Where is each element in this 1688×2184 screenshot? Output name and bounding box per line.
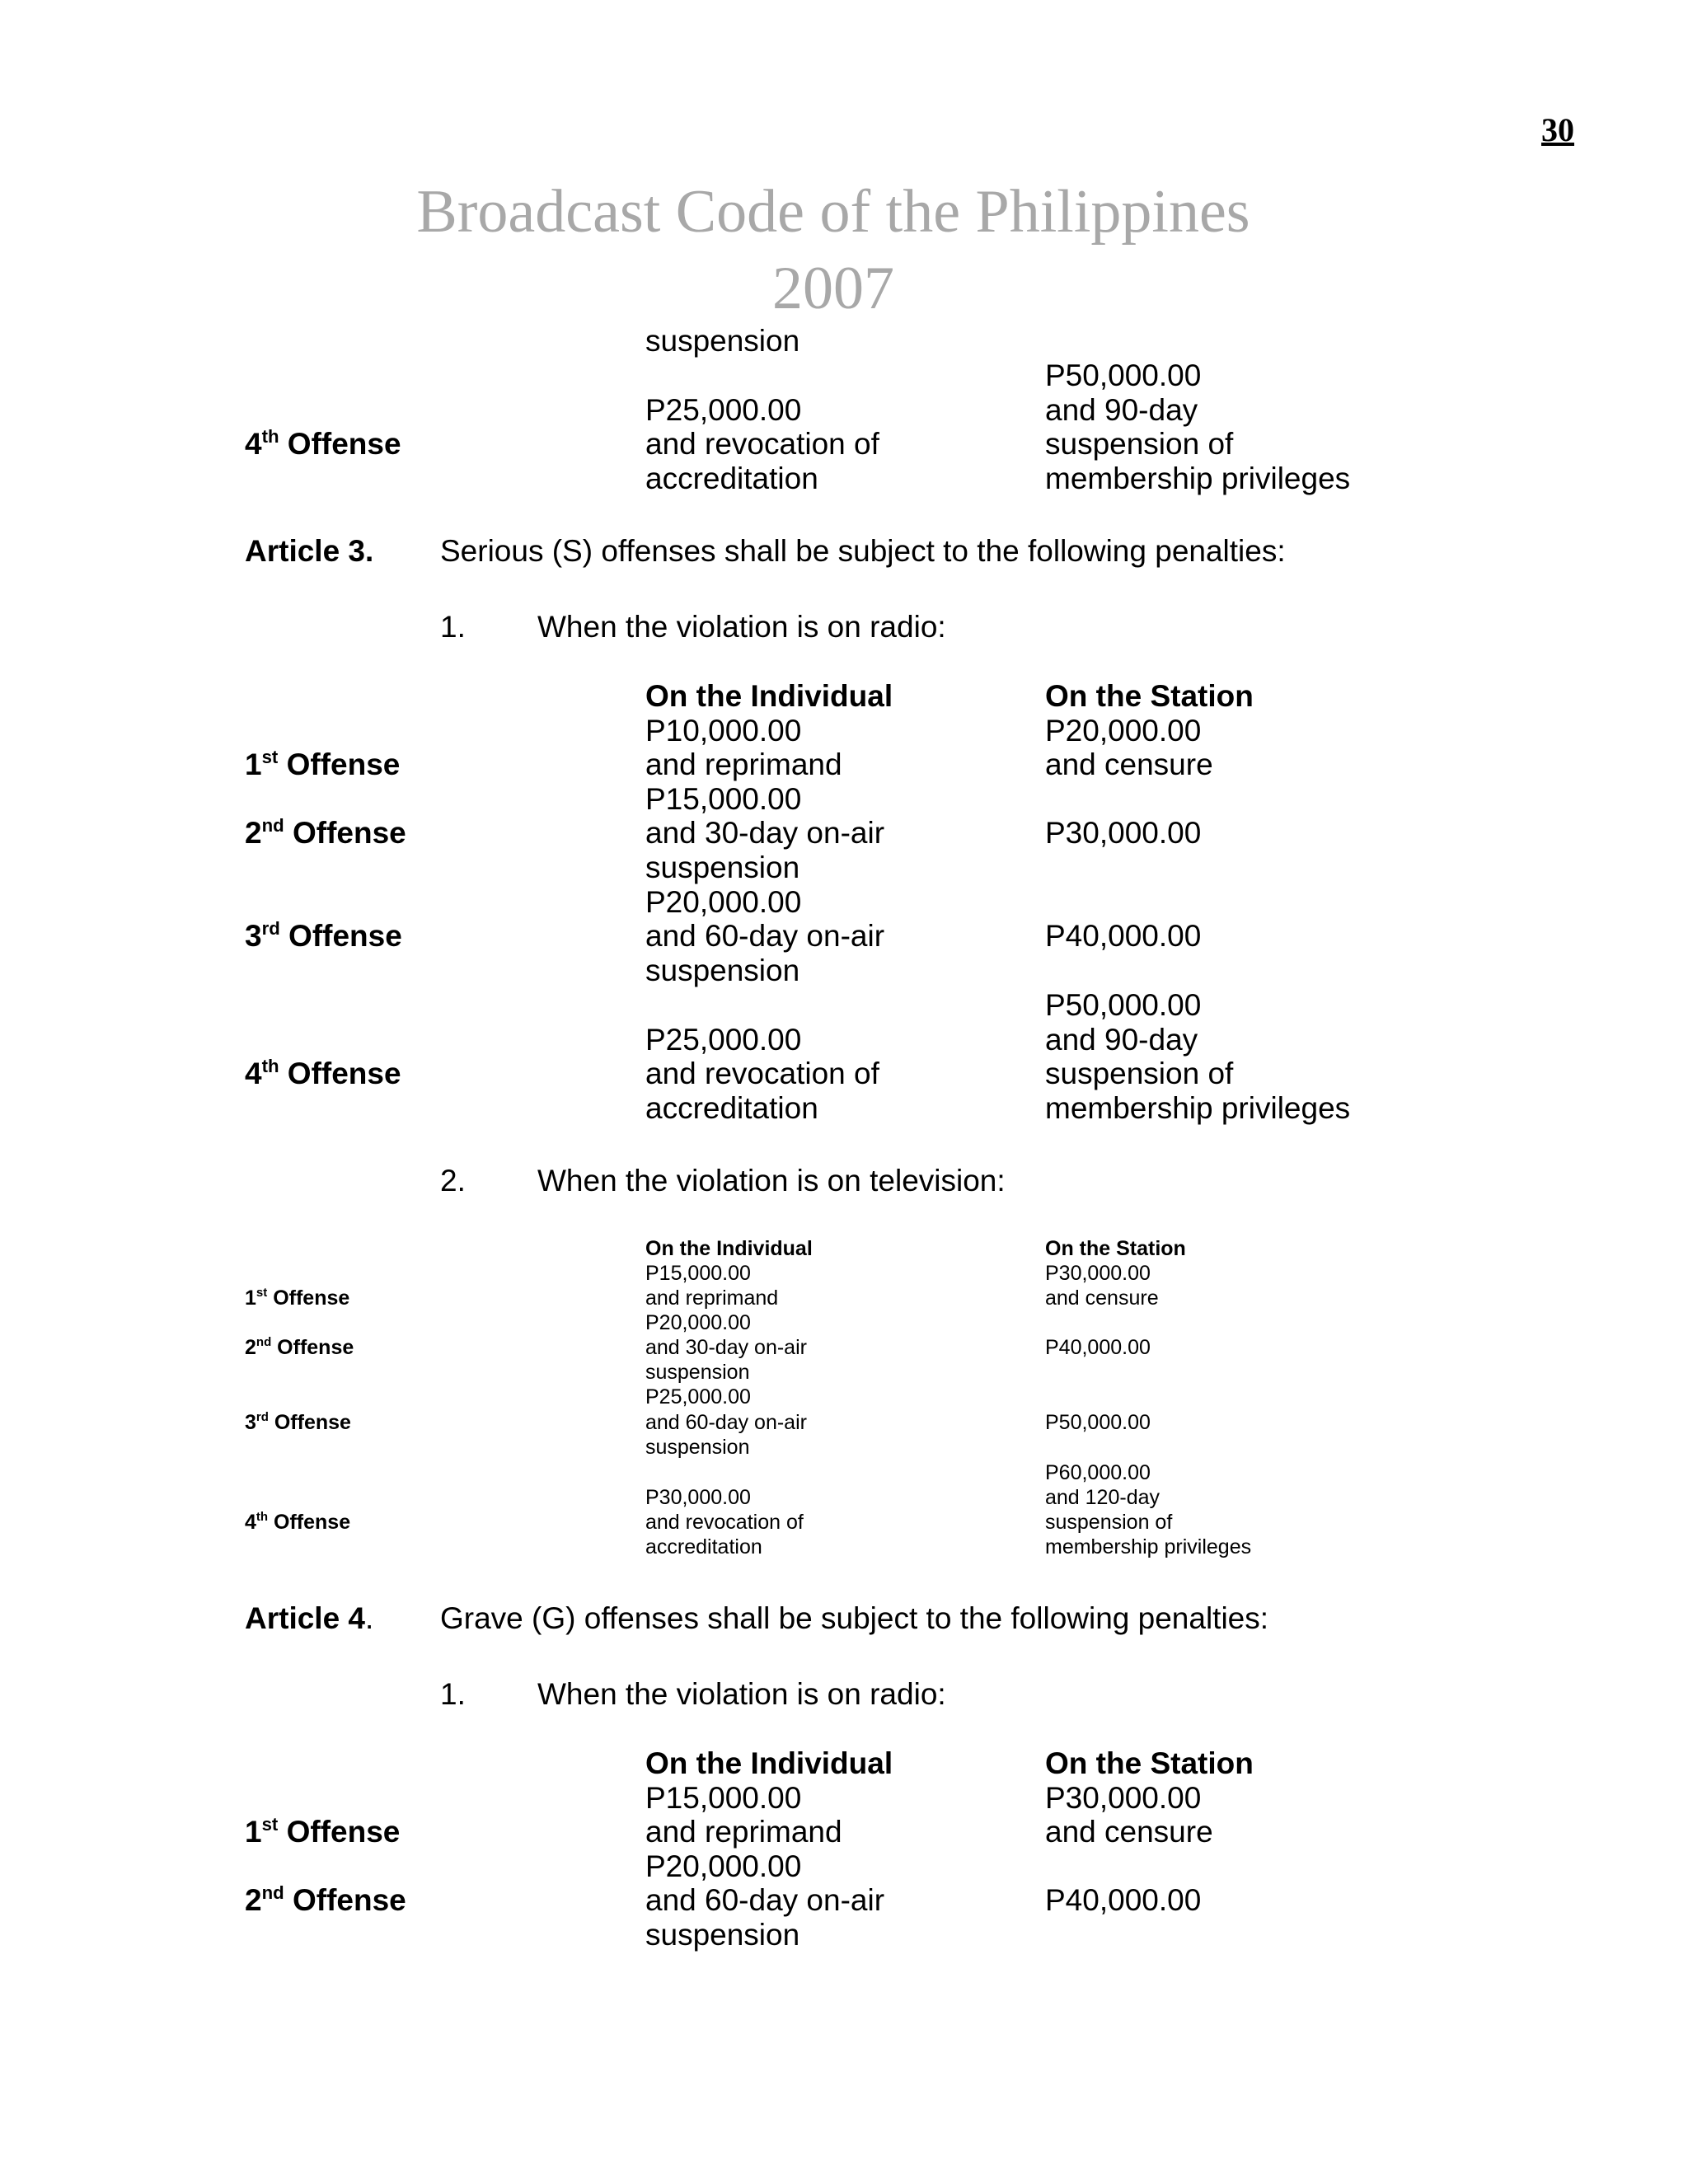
a3-radio-number: 1. bbox=[440, 610, 466, 644]
cont-sta-line1: P50,000.00 bbox=[1045, 359, 1202, 392]
a3-tv-o2-ind2: and 30-day on-air bbox=[645, 1336, 807, 1359]
a4-radio-header-individual: On the Individual bbox=[645, 1746, 893, 1780]
article-4-text: Grave (G) offenses shall be subject to the following penalties: bbox=[440, 1601, 1269, 1635]
a3-radio-o2-label: 2nd Offense bbox=[245, 814, 406, 850]
a3-tv-o2-ind3: suspension bbox=[645, 1361, 750, 1384]
cont-ind-line1: P25,000.00 bbox=[645, 393, 802, 427]
article-3-label: Article 3. bbox=[245, 534, 374, 568]
a4-radio-o1-ind2: and reprimand bbox=[645, 1815, 842, 1849]
a4-radio-o1-sta1: P30,000.00 bbox=[1045, 1781, 1202, 1815]
a3-radio-o4-sta2: and 90-day bbox=[1045, 1023, 1198, 1057]
a3-radio-header-individual: On the Individual bbox=[645, 679, 893, 713]
a3-tv-o1-ind1: P15,000.00 bbox=[645, 1262, 751, 1285]
a3-radio-o3-sta: P40,000.00 bbox=[1045, 919, 1202, 953]
watermark-year: 2007 bbox=[772, 255, 894, 322]
a3-tv-o4-ind1: P30,000.00 bbox=[645, 1486, 751, 1509]
a4-radio-o1-ind1: P15,000.00 bbox=[645, 1781, 802, 1815]
a3-tv-o4-ind2: and revocation of bbox=[645, 1511, 804, 1534]
a4-radio-o2-label: 2nd Offense bbox=[245, 1882, 406, 1917]
a3-tv-o2-ind1: P20,000.00 bbox=[645, 1311, 751, 1334]
a3-radio-o3-ind2: and 60-day on-air bbox=[645, 919, 885, 953]
a3-radio-o3-ind3: suspension bbox=[645, 954, 800, 987]
a4-radio-header-station: On the Station bbox=[1045, 1746, 1254, 1780]
a4-radio-o2-sta: P40,000.00 bbox=[1045, 1883, 1202, 1917]
a3-radio-o1-sta1: P20,000.00 bbox=[1045, 714, 1202, 748]
a3-radio-o2-ind1: P15,000.00 bbox=[645, 782, 802, 816]
a3-tv-o4-sta4: membership privileges bbox=[1045, 1535, 1252, 1558]
a4-radio-o2-ind2: and 60-day on-air bbox=[645, 1883, 885, 1917]
a3-radio-o2-ind2: and 30-day on-air bbox=[645, 816, 885, 850]
a3-tv-o1-sta1: P30,000.00 bbox=[1045, 1262, 1151, 1285]
a3-tv-o2-label: 2nd Offense bbox=[245, 1334, 354, 1359]
a3-radio-o3-ind1: P20,000.00 bbox=[645, 885, 802, 919]
a3-radio-title: When the violation is on radio: bbox=[537, 610, 946, 644]
a3-tv-o3-ind3: suspension bbox=[645, 1436, 750, 1459]
a3-tv-o4-sta1: P60,000.00 bbox=[1045, 1461, 1151, 1484]
a3-radio-header-station: On the Station bbox=[1045, 679, 1254, 713]
a3-radio-o4-sta4: membership privileges bbox=[1045, 1091, 1351, 1125]
cont-offense-label: 4th Offense bbox=[245, 425, 401, 461]
cont-ind-line2: and revocation of bbox=[645, 427, 879, 461]
a4-radio-o2-ind1: P20,000.00 bbox=[645, 1849, 802, 1883]
a3-radio-o1-label: 1st Offense bbox=[245, 746, 401, 781]
cont-sta-line2: and 90-day bbox=[1045, 393, 1198, 427]
cont-ind-line3: accreditation bbox=[645, 462, 818, 495]
a3-tv-number: 2. bbox=[440, 1164, 466, 1197]
a3-tv-o3-ind2: and 60-day on-air bbox=[645, 1411, 807, 1434]
a3-tv-o4-sta2: and 120-day bbox=[1045, 1486, 1160, 1509]
cont-sta-line4: membership privileges bbox=[1045, 462, 1351, 495]
a3-radio-o4-ind2: and revocation of bbox=[645, 1057, 879, 1090]
a3-tv-o1-sta2: and censure bbox=[1045, 1286, 1159, 1310]
a3-tv-o4-ind3: accreditation bbox=[645, 1535, 762, 1558]
a4-radio-o2-ind3: suspension bbox=[645, 1918, 800, 1952]
a3-tv-header-station: On the Station bbox=[1045, 1237, 1186, 1260]
a3-tv-o3-sta: P50,000.00 bbox=[1045, 1411, 1151, 1434]
page-number: 30 bbox=[1541, 111, 1574, 148]
a3-radio-o4-sta3: suspension of bbox=[1045, 1057, 1234, 1090]
a3-tv-o3-label: 3rd Offense bbox=[245, 1409, 351, 1434]
article-3-text: Serious (S) offenses shall be subject to the following penalties: bbox=[440, 534, 1286, 568]
a3-tv-title: When the violation is on television: bbox=[537, 1164, 1006, 1197]
a3-tv-o4-sta3: suspension of bbox=[1045, 1511, 1173, 1534]
a3-tv-o4-label: 4th Offense bbox=[245, 1509, 351, 1534]
a4-radio-title: When the violation is on radio: bbox=[537, 1677, 946, 1711]
a4-radio-o1-label: 1st Offense bbox=[245, 1813, 401, 1849]
a3-tv-header-individual: On the Individual bbox=[645, 1237, 813, 1260]
a3-radio-o4-sta1: P50,000.00 bbox=[1045, 988, 1202, 1022]
watermark-title: Broadcast Code of the Philippines bbox=[416, 178, 1250, 246]
a3-tv-o1-ind2: and reprimand bbox=[645, 1286, 779, 1310]
a3-radio-o2-sta: P30,000.00 bbox=[1045, 816, 1202, 850]
a3-radio-o4-ind1: P25,000.00 bbox=[645, 1023, 802, 1057]
a3-radio-o1-ind1: P10,000.00 bbox=[645, 714, 802, 748]
a3-radio-o1-ind2: and reprimand bbox=[645, 748, 842, 781]
a3-radio-o2-ind3: suspension bbox=[645, 851, 800, 884]
a3-tv-o1-label: 1st Offense bbox=[245, 1285, 350, 1310]
a3-tv-o2-sta: P40,000.00 bbox=[1045, 1336, 1151, 1359]
cont-ind-suspension: suspension bbox=[645, 324, 800, 358]
a3-radio-o3-label: 3rd Offense bbox=[245, 917, 402, 953]
a3-radio-o4-label: 4th Offense bbox=[245, 1055, 401, 1090]
a3-tv-o3-ind1: P25,000.00 bbox=[645, 1385, 751, 1408]
article-4-label: Article 4. bbox=[245, 1601, 374, 1635]
a3-radio-o4-ind3: accreditation bbox=[645, 1091, 818, 1125]
a4-radio-o1-sta2: and censure bbox=[1045, 1815, 1213, 1849]
a3-radio-o1-sta2: and censure bbox=[1045, 748, 1213, 781]
a4-radio-number: 1. bbox=[440, 1677, 466, 1711]
cont-sta-line3: suspension of bbox=[1045, 427, 1234, 461]
